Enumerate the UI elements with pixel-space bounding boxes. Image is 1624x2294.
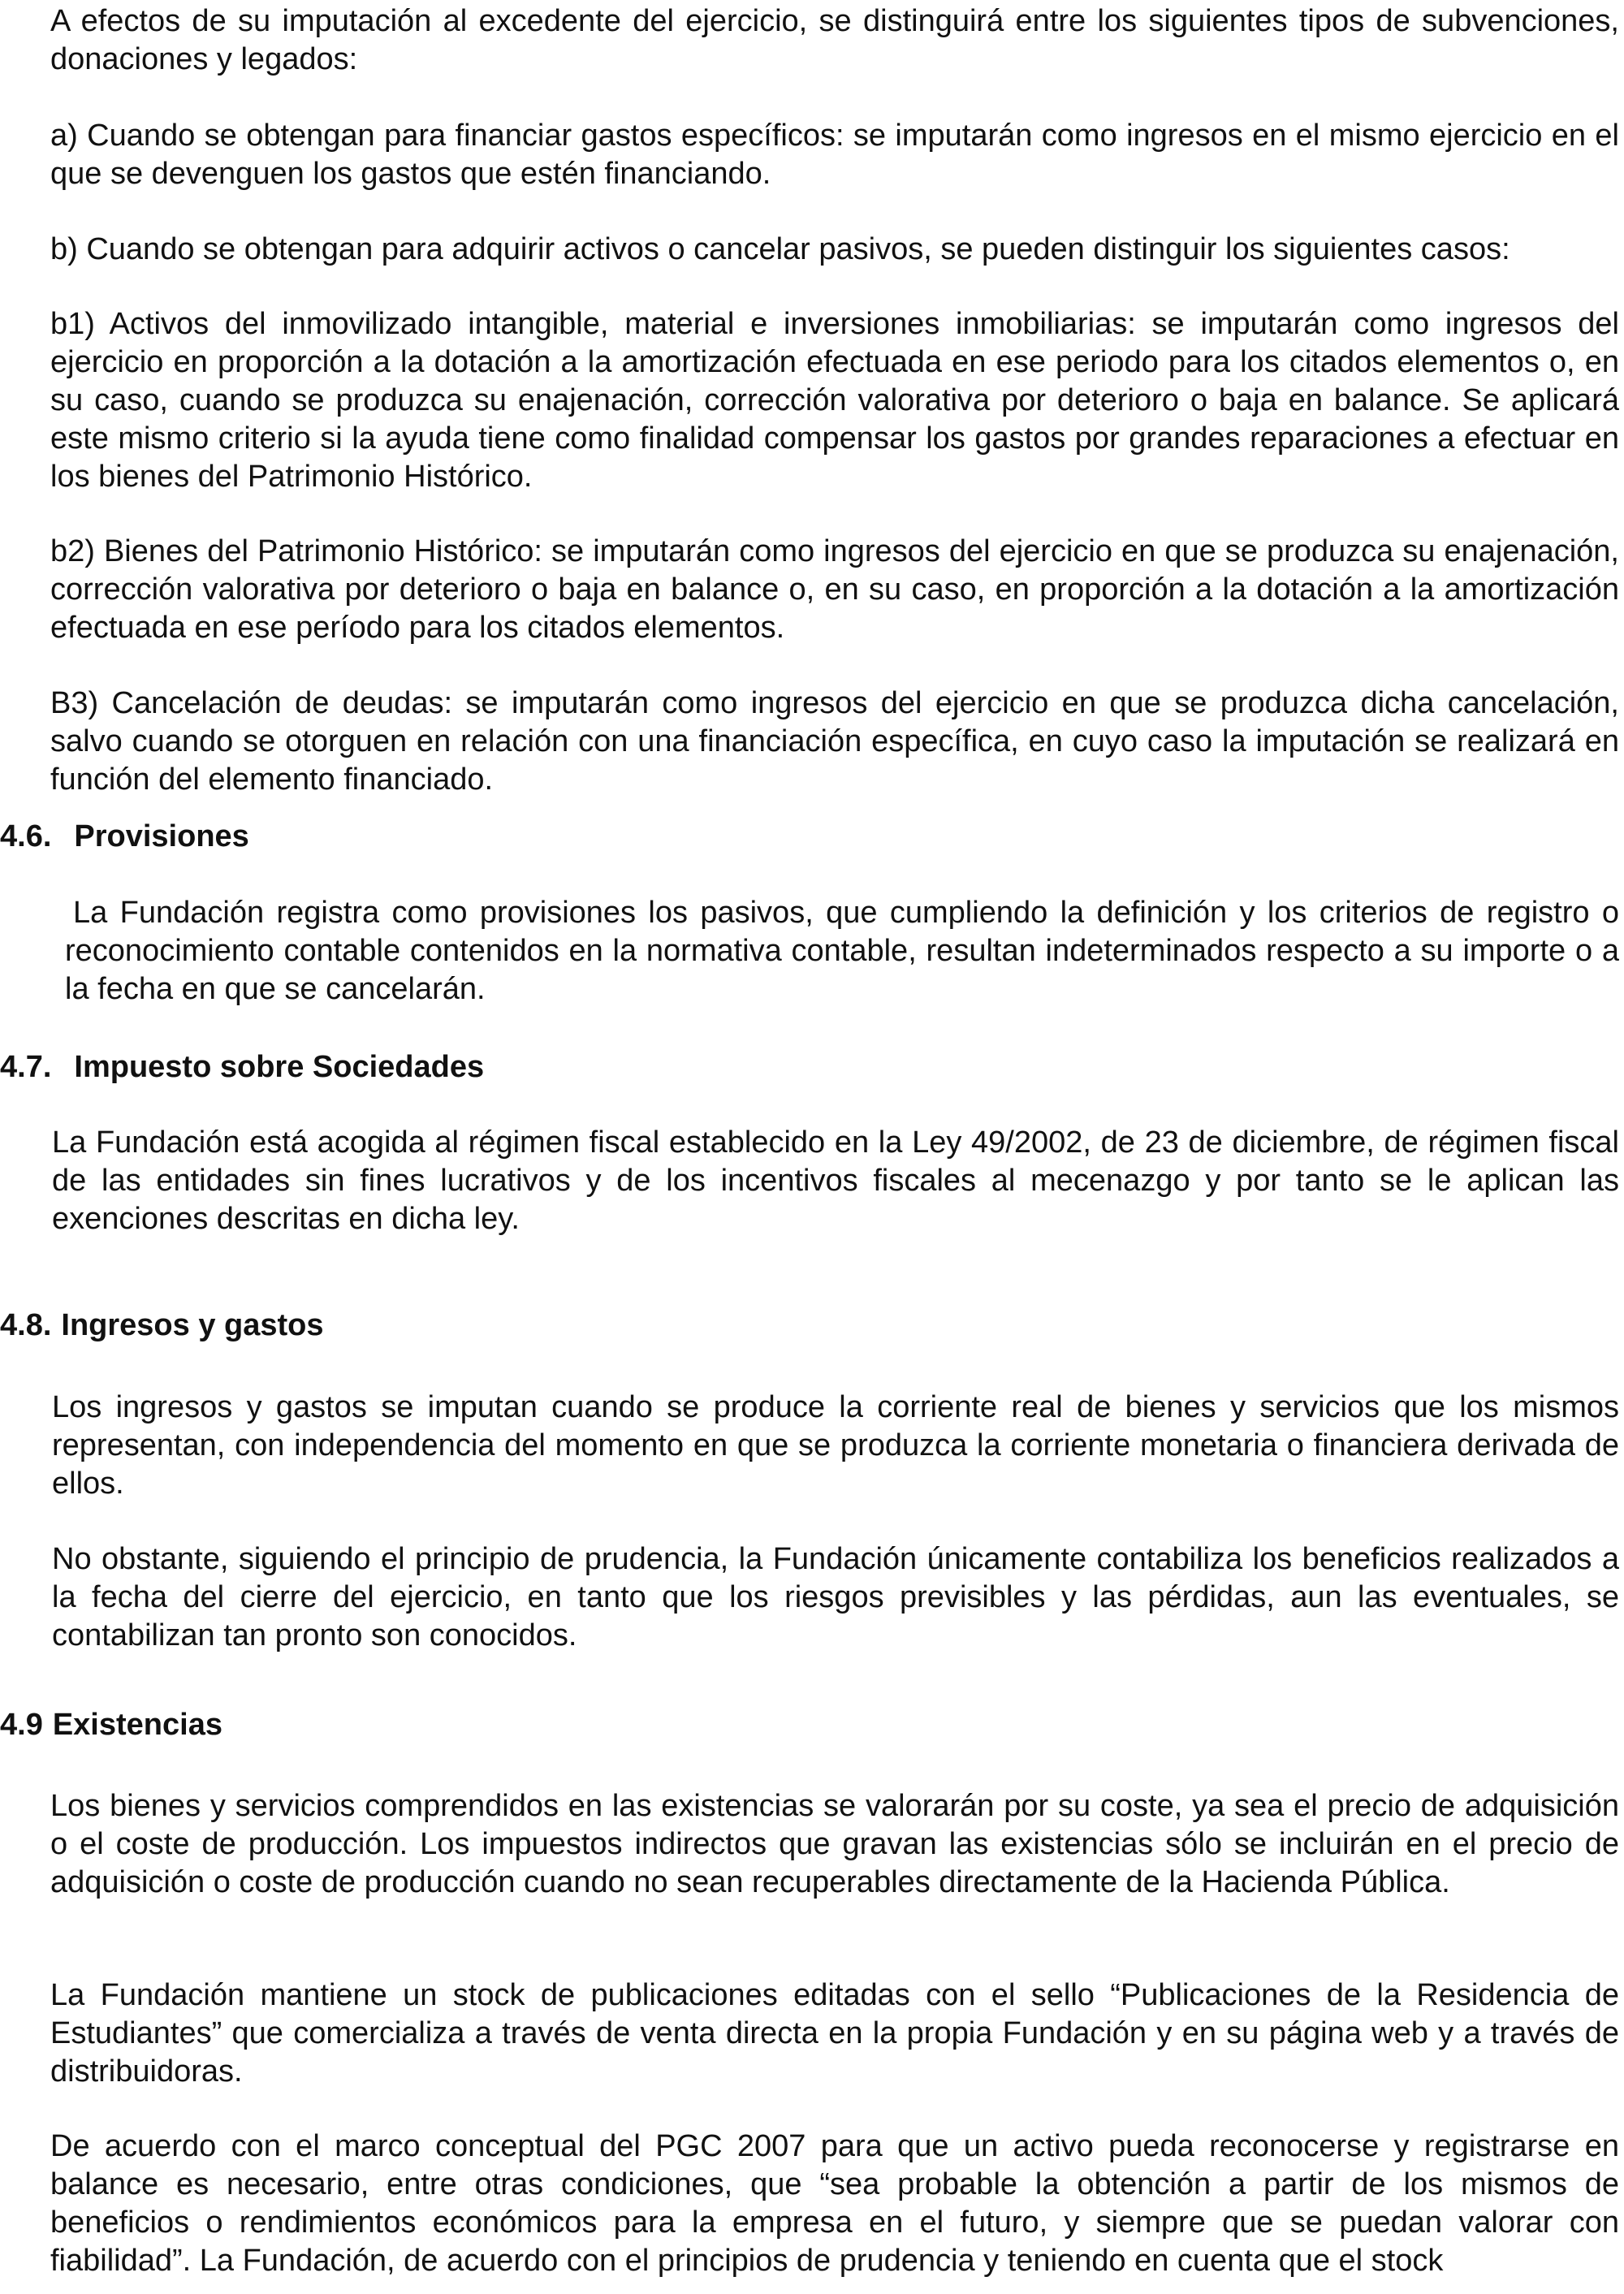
heading-number: 4.8. — [0, 1308, 52, 1342]
paragraph-impuesto: La Fundación está acogida al régimen fiscal establecido en la Ley 49/2002, de 23 de diciembre, de régimen fiscal de las entidades sin fines lucrativos y de los incentivos fiscales al mecenazgo y por tanto se le aplican las exenciones descritas en dicha ley. — [52, 1125, 1619, 1236]
paragraph-ingresos-1: Los ingresos y gastos se imputan cuando se produce la corriente real de bienes y servicios que los mismos representan, con independencia del momento en que se produzca la corriente monetaria o financiera derivada de ellos. — [52, 1390, 1619, 1501]
heading-title: Ingresos y gastos — [61, 1308, 324, 1342]
paragraph-existencias-1: Los bienes y servicios comprendidos en las existencias se valorarán por su coste, ya sea el precio de adquisición o el coste de producción. Los impuestos indirectos que gravan las existencias sólo se incluirán en el precio de adquisición o coste de producción cuando no sean recuperables directamente de la Hacienda Pública. — [50, 1789, 1619, 1899]
paragraph-b3: B3) Cancelación de deudas: se imputarán como ingresos del ejercicio en que se produzca dicha cancelación, salvo cuando se otorguen en relación con una financiación específica, en cuyo caso la imputación se realizará en función del elemento financiado. — [50, 686, 1619, 797]
paragraph-provisiones: La Fundación registra como provisiones los pasivos, que cumpliendo la definición y los criterios de registro o reconocimiento contable contenidos en la normativa contable, resultan indeterminados respecto a su importe o a la fecha en que se cancelarán. — [65, 896, 1619, 1006]
paragraph-b: b) Cuando se obtengan para adquirir activos o cancelar pasivos, se pueden distinguir los siguientes casos: — [50, 232, 1510, 266]
heading-number: 4.6. — [0, 819, 52, 853]
paragraph-b2: b2) Bienes del Patrimonio Histórico: se imputarán como ingresos del ejercicio en que se produzca su enajenación, corrección valorativa por deterioro o baja en balance o, en su caso, en proporción a la dotación a la amortización efectuada en ese período para los citados elementos. — [50, 534, 1619, 645]
heading-title: Impuesto sobre Sociedades — [74, 1050, 485, 1084]
heading-title: Provisiones — [74, 819, 249, 853]
heading-existencias — [0, 1706, 222, 1744]
heading-ingresos — [0, 1307, 324, 1345]
paragraph-ingresos-2: No obstante, siguiendo el principio de prudencia, la Fundación únicamente contabiliza los beneficios realizados a la fecha del cierre del ejercicio, en tanto que los riesgos previsibles y las pérdidas, aun las eventuales, se contabilizan tan pronto son conocidos. — [52, 1542, 1619, 1652]
heading-number: 4.9 — [0, 1708, 43, 1742]
paragraph-a: a) Cuando se obtengan para financiar gastos específicos: se imputarán como ingresos en el mismo ejercicio en el que se devenguen los gastos que estén financiando. — [50, 119, 1619, 191]
paragraph-existencias-3: De acuerdo con el marco conceptual del PGC 2007 para que un activo pueda reconocerse y registrarse en balance es necesario, entre otras condiciones, que “sea probable la obtención a partir de los mismos de beneficios o rendimientos económicos para la empresa en el futuro, y siempre que se puedan valorar con fiabilidad”. La Fundación, de acuerdo con el principios de prudencia y teniendo en cuenta que el stock — [50, 2129, 1619, 2278]
paragraph-intro: A efectos de su imputación al excedente del ejercicio, se distinguirá entre los siguientes tipos de subvenciones, donaciones y legados: — [50, 4, 1619, 76]
heading-provisiones — [0, 818, 249, 856]
paragraph-b1: b1) Activos del inmovilizado intangible, material e inversiones inmobiliarias: se imputarán como ingresos del ejercicio en proporción a la dotación a la amortización efectuada en ese periodo para los citados elementos o, en su caso, cuando se produzca su enajenación, corrección valorativa por deterioro o baja en balance. Se aplicará este mismo criterio si la ayuda tiene como finalidad compensar los gastos por grandes reparaciones a efectuar en los bienes del Patrimonio Histórico. — [50, 307, 1619, 494]
heading-title: Existencias — [52, 1708, 222, 1742]
paragraph-existencias-2: La Fundación mantiene un stock de publicaciones editadas con el sello “Publicaciones de la Residencia de Estudiantes” que comercializa a través de venta directa en la propia Fundación y en su página web y a través de distribuidoras. — [50, 1978, 1619, 2089]
heading-impuesto — [0, 1048, 484, 1087]
heading-number: 4.7. — [0, 1050, 52, 1084]
